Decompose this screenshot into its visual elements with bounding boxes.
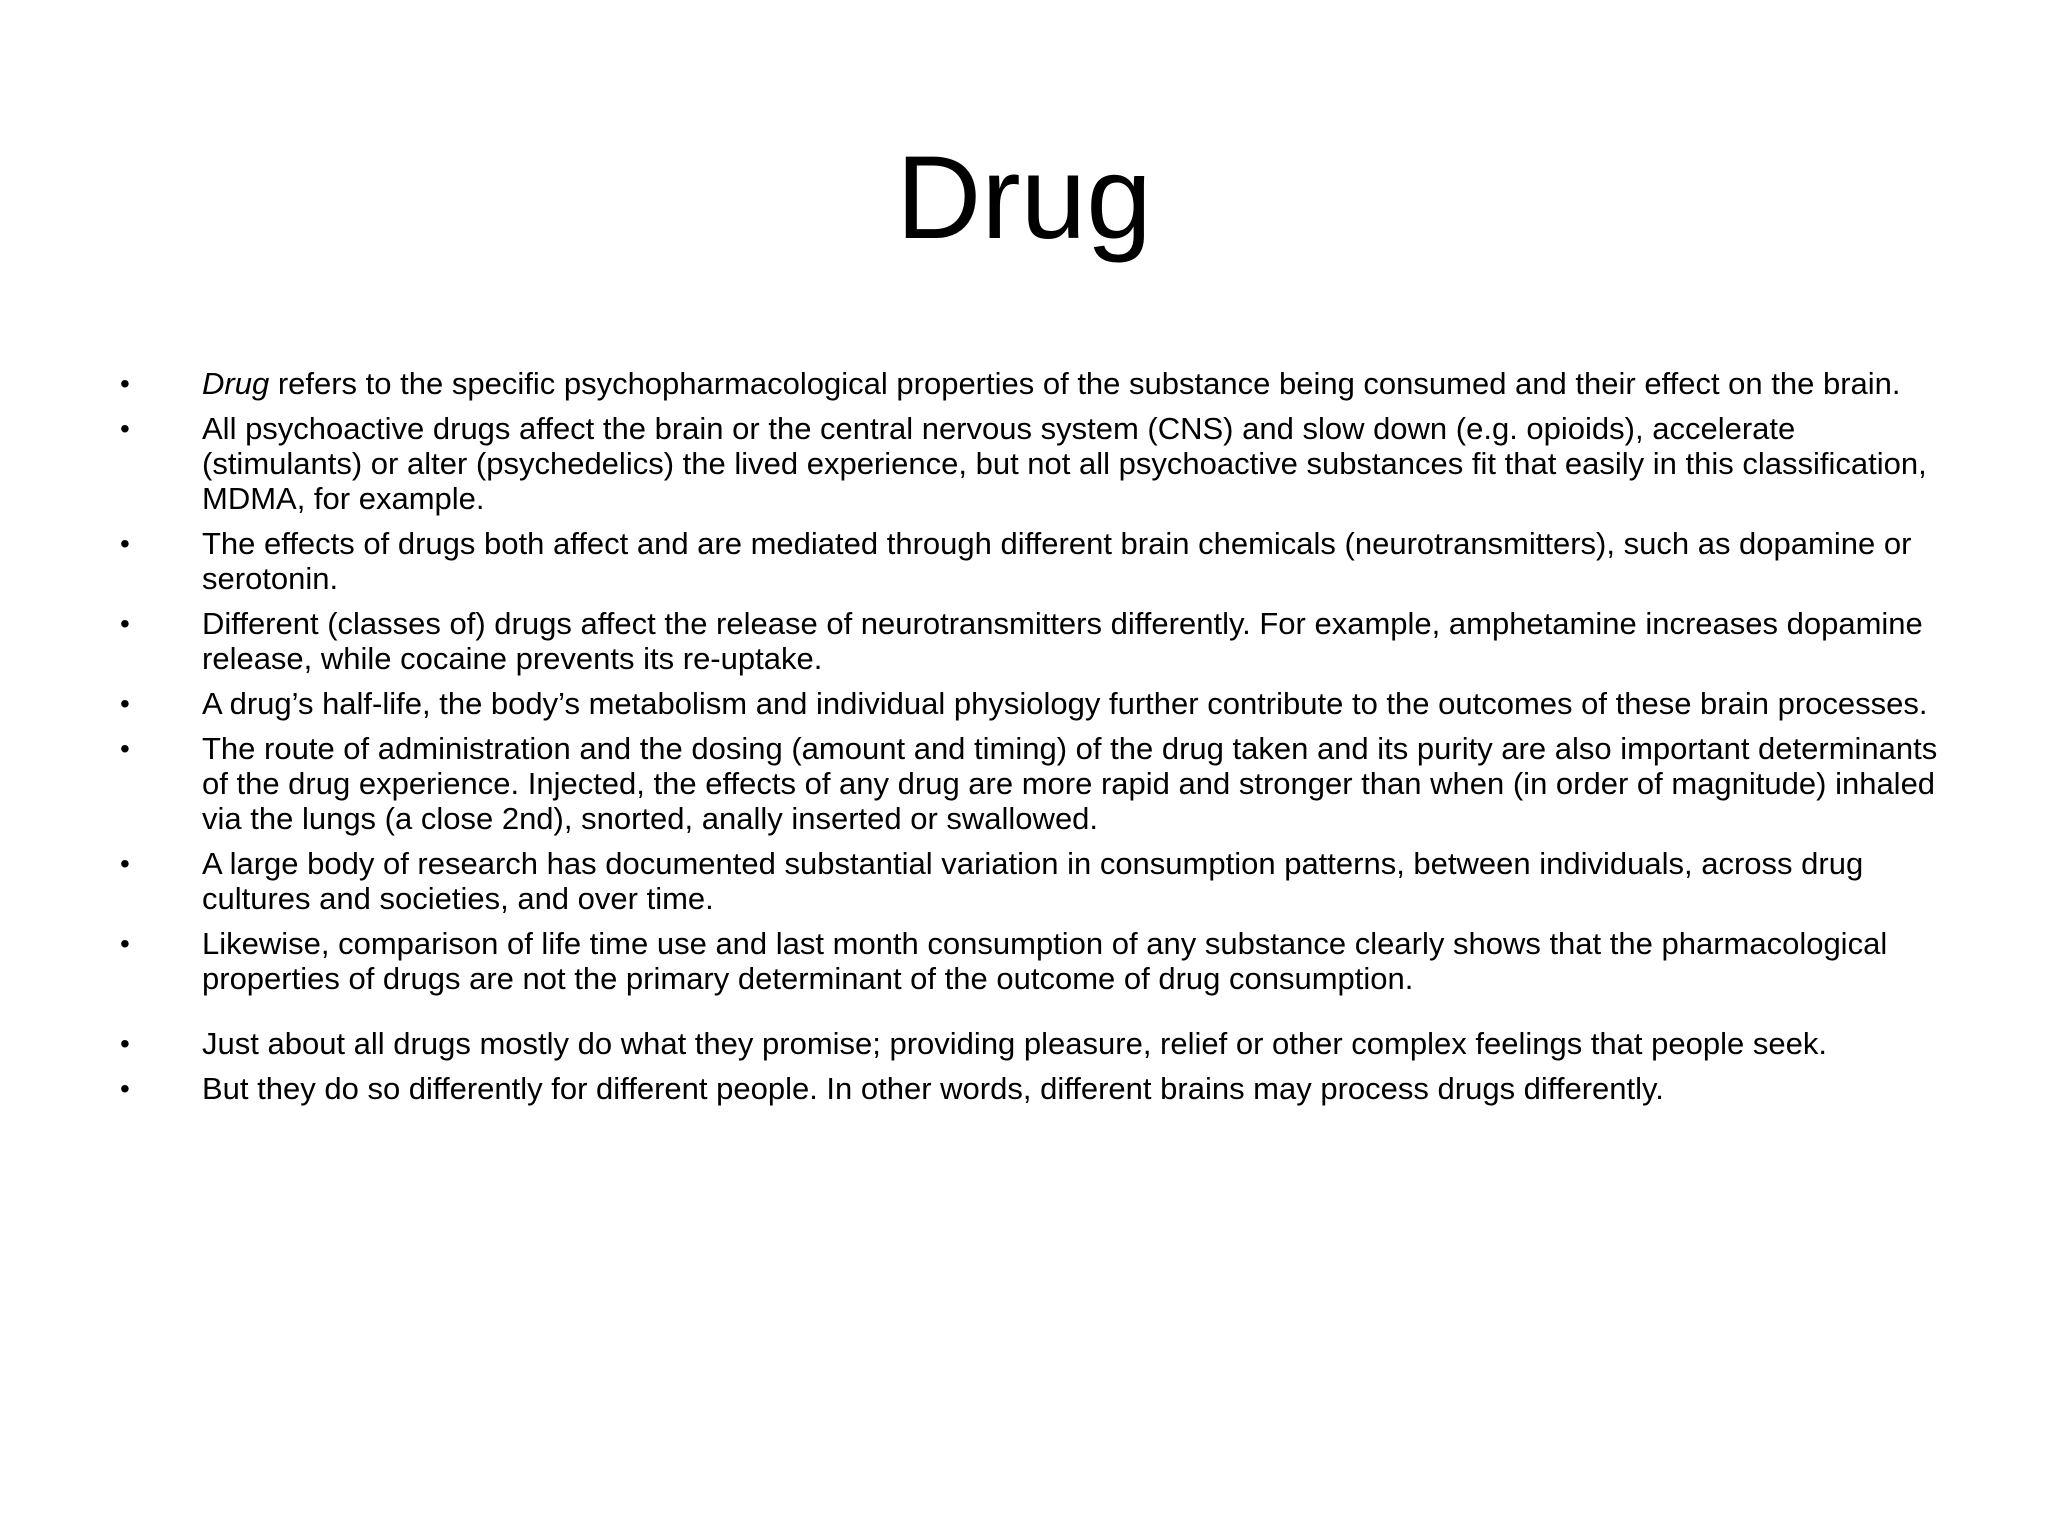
bullet-item bbox=[120, 1026, 1950, 1061]
bullet-dot: • bbox=[120, 1028, 130, 1059]
bullet-item bbox=[120, 606, 1950, 676]
bullet-text: Just about all drugs mostly do what they promise; providing pleasure, relief or other complex feelings that people seek. bbox=[202, 1026, 1827, 1061]
bullet-dot: • bbox=[120, 688, 130, 719]
bullet-text: Different (classes of) drugs affect the release of neurotransmitters differently. For example, amphetamine increases dopamine release, while cocaine prevents its re-uptake. bbox=[202, 606, 1923, 676]
bullet-item bbox=[120, 846, 1950, 916]
bullet-term: Drug bbox=[202, 366, 270, 401]
bullet-text: A drug’s half-life, the body’s metabolism and individual physiology further contribute to the outcomes of these brain processes. bbox=[202, 686, 1928, 721]
bullet-text: Likewise, comparison of life time use and last month consumption of any substance clearly shows that the pharmacological properties of drugs are not the primary determinant of the outcome of drug consumption. bbox=[202, 926, 1888, 996]
bullet-dot: • bbox=[120, 1073, 130, 1104]
bullet-dot: • bbox=[120, 848, 130, 879]
bullet-text: refers to the specific psychopharmacological properties of the substance being consumed and their effect on the brain. bbox=[269, 366, 1901, 401]
bullet-item bbox=[120, 731, 1950, 836]
bullet-list bbox=[120, 366, 1950, 1116]
bullet-text: All psychoactive drugs affect the brain or the central nervous system (CNS) and slow down (e.g. opioids), accelerate (stimulants) or alter (psychedelics) the lived experience, but not all psychoactive substances fit that easily in this classification, MDMA, for example. bbox=[202, 411, 1927, 516]
bullet-dot: • bbox=[120, 528, 130, 559]
bullet-dot: • bbox=[120, 368, 130, 399]
bullet-dot: • bbox=[120, 733, 130, 764]
bullet-text: A large body of research has documented substantial variation in consumption patterns, between individuals, across drug cultures and societies, and over time. bbox=[202, 846, 1864, 916]
bullet-item bbox=[120, 366, 1950, 401]
bullet-dot: • bbox=[120, 928, 130, 959]
bullet-text: But they do so differently for different people. In other words, different brains may process drugs differently. bbox=[202, 1071, 1664, 1106]
bullet-item bbox=[120, 526, 1950, 596]
bullet-dot: • bbox=[120, 413, 130, 444]
bullet-item bbox=[120, 411, 1950, 516]
slide-title: Drug bbox=[896, 132, 1152, 264]
bullet-text: The effects of drugs both affect and are mediated through different brain chemicals (neurotransmitters), such as dopamine or serotonin. bbox=[202, 526, 1912, 596]
bullet-item bbox=[120, 926, 1950, 996]
bullet-item bbox=[120, 1071, 1950, 1106]
bullet-item bbox=[120, 686, 1950, 721]
bullet-dot: • bbox=[120, 608, 130, 639]
bullet-text: The route of administration and the dosing (amount and timing) of the drug taken and its purity are also important determinants of the drug experience. Injected, the effects of any drug are more rapid and stronger than when (in order of magnitude) inhaled via the lungs (a close 2nd), snorted, anally inserted or swallowed. bbox=[202, 731, 1938, 836]
